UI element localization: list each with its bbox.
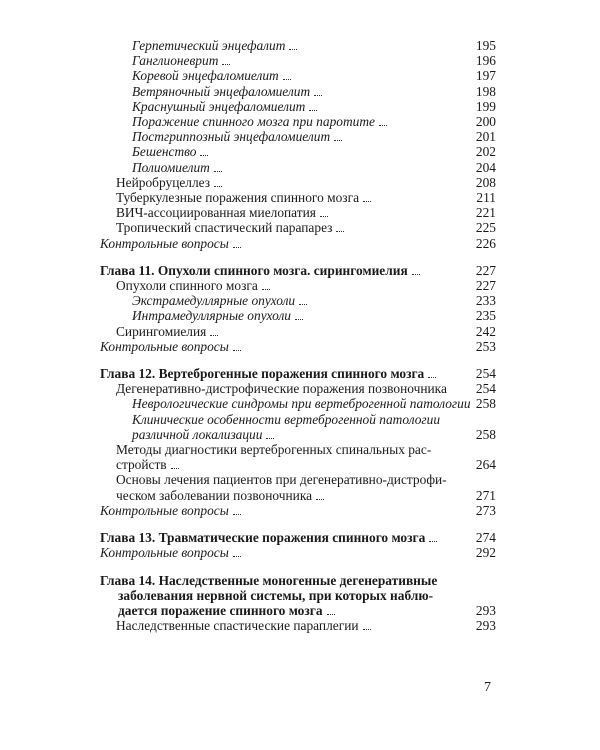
toc-page-number: 201 [475,129,496,145]
toc-entry-title [100,442,462,472]
toc-entry [100,503,496,518]
toc-entry-text: Герпетический энцефалит [132,38,286,53]
toc-entry [100,190,496,205]
toc-page-number: 242 [475,323,496,339]
dot-leader [210,335,218,336]
toc-entry-line [132,293,462,308]
toc-page-number: 233 [475,293,496,309]
toc-entry-line [100,263,462,278]
toc-entry-line [100,545,462,560]
toc-page-number: 200 [475,114,496,130]
toc-page-number: 204 [475,159,496,175]
toc-entry-text: Постгриппозный энцефаломиелит [132,129,331,145]
toc-entry-line [132,114,462,129]
toc-entry-text: Бешенство [132,144,197,160]
toc-entry-line [116,324,462,339]
toc-entry-text: Поражение спинного мозга при паротите [132,114,375,130]
toc-entry-text: Глава 13. Травматические поражения спинного мозга [100,530,426,546]
toc-entry [100,472,496,502]
toc-entry-line [132,427,462,442]
toc-entry [100,220,496,235]
toc-entry-line [100,366,462,381]
toc-entry [100,412,496,442]
toc-entry-text: Полиомиелит [132,159,210,175]
toc-entry-line: Основы лечения пациентов при дегенеративно-дистрофи- [116,472,447,488]
toc-entry-line [100,236,462,251]
toc-entry-title [100,99,462,114]
toc-page-number: 227 [475,278,496,294]
toc-entry-line [132,84,462,99]
toc-entry-text: ческом заболевании позвоночника [116,487,313,503]
toc-entry-text: ВИЧ-ассоциированная миелопатия [116,205,316,221]
toc-entry-text: Тропический спастический парапарез [116,220,333,236]
dot-leader [299,304,307,305]
dot-leader [334,140,342,141]
toc-entry-title [100,324,462,339]
dot-leader [233,350,241,351]
toc-entry-text: Контрольные вопросы [100,338,229,354]
toc-page-number: 235 [475,308,496,324]
dot-leader [316,499,324,500]
toc-entry-line [132,129,462,144]
dot-leader [222,64,230,65]
toc-page-number: 226 [475,235,496,251]
toc-entry-title [100,472,462,502]
toc-entry-title [100,366,462,381]
toc-entry-text: Контрольные вопросы [100,235,229,251]
toc-page-number: 271 [475,487,496,503]
toc-entry-line [132,99,462,114]
dot-leader [233,514,241,515]
toc-entry-text: дается поражение спинного мозга [118,602,323,618]
toc-page-number: 208 [475,174,496,190]
toc-entry [100,339,496,354]
toc-entry-title [100,68,462,83]
toc-entry-title [100,84,462,99]
dot-leader [336,231,344,232]
toc-page-number: 196 [475,53,496,69]
toc-entry [100,618,496,633]
toc-entry-line [116,488,462,503]
toc-entry-line: Методы диагностики вертеброгенных спинальных рас- [116,442,432,458]
dot-leader [412,274,420,275]
toc-entry-title [100,278,462,293]
toc-entry-title [100,38,462,53]
toc-entry-text: Ветряночный энцефаломиелит [132,83,311,99]
dot-leader [363,201,371,202]
toc-page-number: 292 [475,545,496,561]
toc-entry-text: Неврологические синдромы при вертеброгенной патологии [132,396,471,412]
toc-entry-line [100,503,462,518]
toc-entry-title [100,503,462,518]
toc-entry-text: стройств [116,457,167,473]
toc-page-number: 199 [475,98,496,114]
toc-entry-text: Сирингомиелия [116,323,207,339]
toc-page-number: 258 [475,396,496,412]
toc-entry-line [116,381,462,396]
toc-chapter-entry [100,366,496,381]
toc-page-number: 293 [475,602,496,618]
toc-page-number: 253 [475,338,496,354]
toc-entry [100,293,496,308]
toc-entry-line [116,175,462,190]
dot-leader [233,556,241,557]
toc-entry [100,205,496,220]
toc-entry-title [100,144,462,159]
toc-entry-line [100,339,462,354]
toc-entry [100,278,496,293]
toc-entry-title [100,545,462,560]
dot-leader [171,468,179,469]
toc-entry [100,144,496,159]
toc-entry-line [100,603,462,618]
toc-entry-title [100,308,462,323]
page-number: 7 [484,680,491,695]
toc-page-number: 197 [475,68,496,84]
toc-entry-line [132,38,462,53]
dot-leader [295,319,303,320]
toc-entry-line [100,530,462,545]
dot-leader [327,614,335,615]
toc-entry-text: Коревой энцефаломиелит [132,68,279,84]
toc-entry-title [100,381,462,396]
toc-entry-text: Экстрамедуллярные опухоли [132,293,296,309]
toc-entry-line: заболевания нервной системы, при которых наблю- [118,587,434,603]
toc-entry [100,396,496,411]
toc-entry-text: Ганглионеврит [132,53,219,69]
toc-entry-title [100,114,462,129]
toc-entry-title [100,618,462,633]
dot-leader [314,95,322,96]
dot-leader [289,49,297,50]
toc-entry [100,160,496,175]
toc-entry-title [100,53,462,68]
toc-entry-text: Глава 11. Опухоли спинного мозга. сирингомиелия [100,262,408,278]
toc-entry [100,308,496,323]
toc-page-number: 225 [475,220,496,236]
toc-entry-text: Туберкулезные поражения спинного мозга [116,190,360,206]
table-of-contents [100,38,496,633]
dot-leader [214,186,222,187]
dot-leader [428,377,436,378]
toc-entry-title [100,263,462,278]
toc-entry-text: различной локализации [132,426,263,442]
toc-entry-title [100,160,462,175]
toc-entry-line: Глава 14. Наследственные моногенные дегенеративные [100,572,438,588]
toc-page-number: 202 [475,144,496,160]
toc-entry-line [132,396,471,412]
dot-leader [283,79,291,80]
toc-entry-line [116,618,462,633]
toc-page-number: 274 [475,530,496,546]
toc-page-number: 198 [475,83,496,99]
toc-entry-title [100,293,462,308]
toc-entry [100,53,496,68]
toc-chapter-entry [100,530,496,545]
toc-page-number: 273 [475,502,496,518]
dot-leader [262,289,270,290]
toc-entry [100,129,496,144]
toc-page-number: 254 [475,366,496,382]
toc-page-number: 221 [475,205,496,221]
toc-entry-line [116,205,462,220]
toc-entry-line [132,53,462,68]
toc-entry-line [116,278,462,293]
toc-entry-title [100,530,462,545]
toc-entry [100,84,496,99]
dot-leader [363,629,371,630]
toc-entry-text: Контрольные вопросы [100,545,229,561]
toc-page-number: 211 [476,190,496,206]
toc-entry [100,545,496,560]
dot-leader [200,155,208,156]
toc-page-number: 227 [475,262,496,278]
toc-page-number: 293 [475,618,496,634]
toc-page-number: 195 [475,38,496,53]
toc-chapter-entry [100,573,496,619]
toc-entry-title [100,175,462,190]
dot-leader [309,110,317,111]
dot-leader [320,216,328,217]
toc-entry-title [100,129,462,144]
toc-entry-text: Интрамедуллярные опухоли [132,308,291,324]
toc-entry-title [100,412,462,442]
toc-entry-title [100,396,471,412]
toc-entry [100,38,496,53]
toc-entry [100,68,496,83]
toc-entry [100,114,496,129]
toc-entry [100,381,496,396]
toc-entry-line [132,144,462,159]
toc-entry-line [132,308,462,323]
toc-entry [100,324,496,339]
toc-entry-line [116,457,462,472]
toc-entry-title [100,339,462,354]
toc-entry-text: Нейробруцеллез [116,174,211,190]
dot-leader [266,438,274,439]
dot-leader [429,541,437,542]
toc-entry-text: Наследственные спастические параплегии [116,618,359,634]
toc-entry [100,442,496,472]
toc-entry-text: Опухоли спинного мозга [116,278,258,294]
toc-chapter-entry [100,263,496,278]
toc-entry-title [100,220,462,235]
toc-entry-line: Клинические особенности вертеброгенной патологии [132,411,441,427]
toc-entry-line [132,160,462,175]
toc-entry-title [100,190,462,205]
toc-entry-text: Краснушный энцефаломиелит [132,98,306,114]
toc-entry-title [100,205,462,220]
toc-page-number: 254 [475,381,496,397]
toc-entry [100,236,496,251]
toc-entry-line [116,220,462,235]
toc-entry-text: Дегенеративно-дистрофические поражения позвоночника [116,381,447,397]
toc-entry-text: Контрольные вопросы [100,502,229,518]
toc-entry-line [132,68,462,83]
toc-entry-title [100,236,462,251]
toc-page-number: 258 [475,426,496,442]
dot-leader [233,247,241,248]
dot-leader [214,171,222,172]
toc-entry-line [116,190,462,205]
toc-entry-title [100,573,462,619]
toc-entry [100,175,496,190]
toc-page-number: 264 [475,457,496,473]
toc-entry-text: Глава 12. Вертеброгенные поражения спинного мозга [100,366,425,382]
dot-leader [379,125,387,126]
toc-entry [100,99,496,114]
